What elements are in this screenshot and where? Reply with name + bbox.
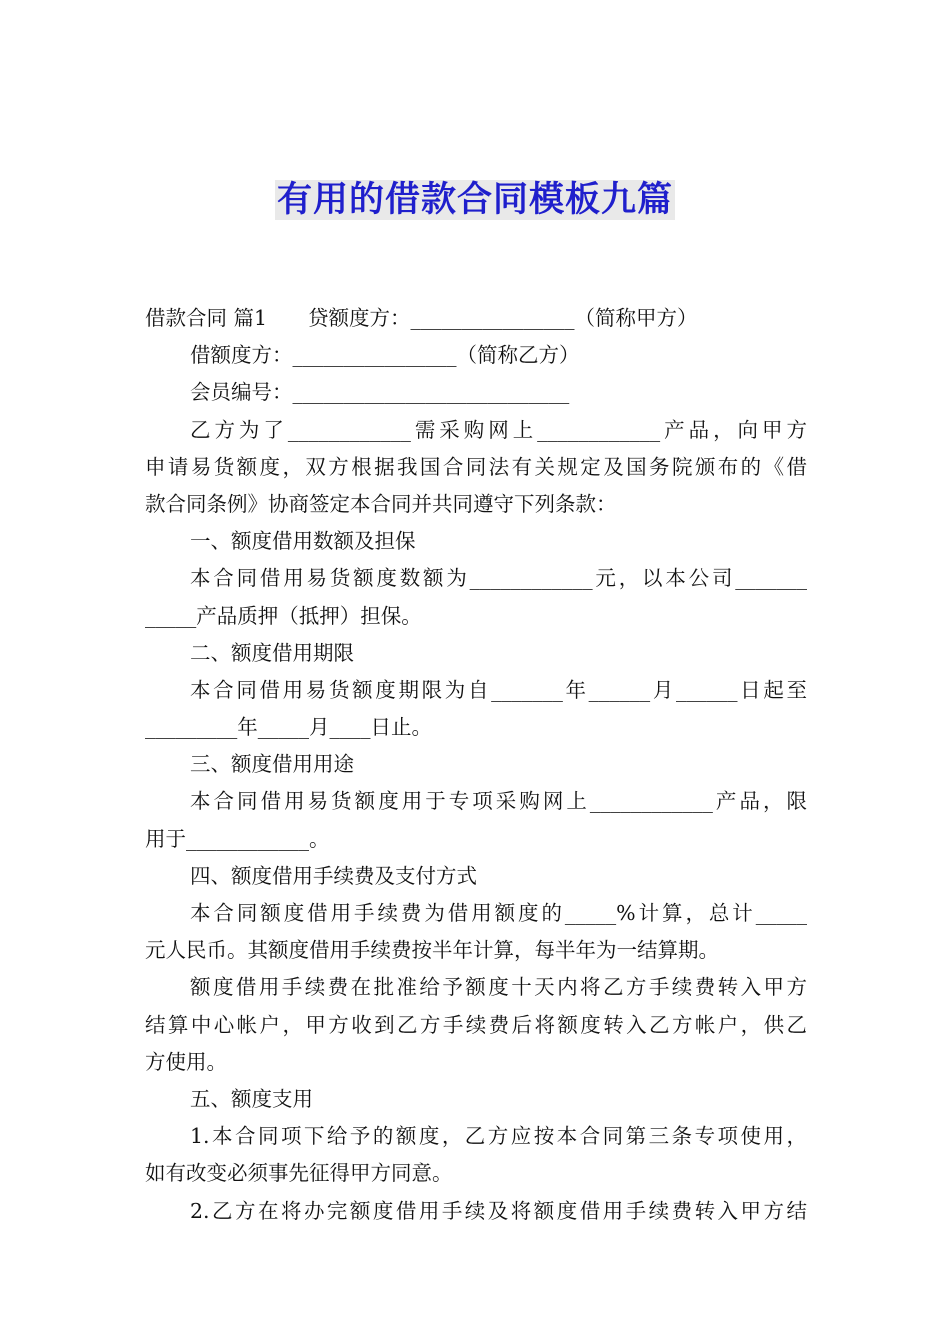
paragraph-line: 本合同借用易货额度期限为自_______年______月______日起至 xyxy=(190,677,807,702)
section-heading: 二、额度借用期限 xyxy=(190,640,354,665)
paragraph-line: 本合同额度借用手续费为借用额度的_____%计算，总计_____ xyxy=(190,901,807,925)
paragraph-line: 本合同借用易货额度用于专项采购网上____________产品，限 xyxy=(190,789,807,814)
paragraph-line: 额度借用手续费在批准给予额度十天内将乙方手续费转入甲方 xyxy=(190,975,807,1000)
paragraph-line: 结算中心帐户，甲方收到乙方手续费后将额度转入乙方帐户，供乙 xyxy=(145,1012,807,1037)
section-heading: 四、额度借用手续费及支付方式 xyxy=(190,863,477,888)
paragraph-line: 本合同借用易货额度数额为____________元，以本公司_______ xyxy=(190,566,807,591)
paragraph-line: 款合同条例》协商签定本合同并共同遵守下列条款： xyxy=(145,491,617,516)
section-heading: 一、额度借用数额及担保 xyxy=(190,529,416,554)
section-heading: 三、额度借用用途 xyxy=(190,752,354,777)
paragraph-line: 乙方为了____________需采购网上____________产品，向甲方 xyxy=(190,417,807,442)
paragraph-line: 元人民币。其额度借用手续费按半年计算，每半年为一结算期。 xyxy=(145,938,719,963)
paragraph-line: 借额度方：________________（简称乙方） xyxy=(190,343,580,368)
paragraph-line: 2.乙方在将办完额度借用手续及将额度借用手续费转入甲方结 xyxy=(190,1198,807,1223)
document-title-text: 有用的借款合同模板九篇 xyxy=(276,180,673,220)
paragraph-line: 申请易货额度，双方根据我国合同法有关规定及国务院颁布的《借 xyxy=(145,454,807,479)
paragraph-line: 会员编号：___________________________ xyxy=(190,380,570,405)
paragraph-line: _____产品质押（抵押）担保。 xyxy=(145,603,422,628)
paragraph-line: 借款合同 篇1 贷额度方：________________（简称甲方） xyxy=(145,306,698,330)
document-title xyxy=(0,176,950,224)
section-heading: 五、额度支用 xyxy=(190,1086,313,1111)
paragraph-line: 用于____________。 xyxy=(145,826,330,851)
paragraph-line: _________年_____月____日止。 xyxy=(145,715,432,740)
paragraph-line: 方使用。 xyxy=(145,1049,227,1074)
document-body xyxy=(145,300,807,1230)
paragraph-line: 如有改变必须事先征得甲方同意。 xyxy=(145,1161,453,1186)
paragraph-line: 1.本合同项下给予的额度，乙方应按本合同第三条专项使用， xyxy=(190,1124,807,1149)
